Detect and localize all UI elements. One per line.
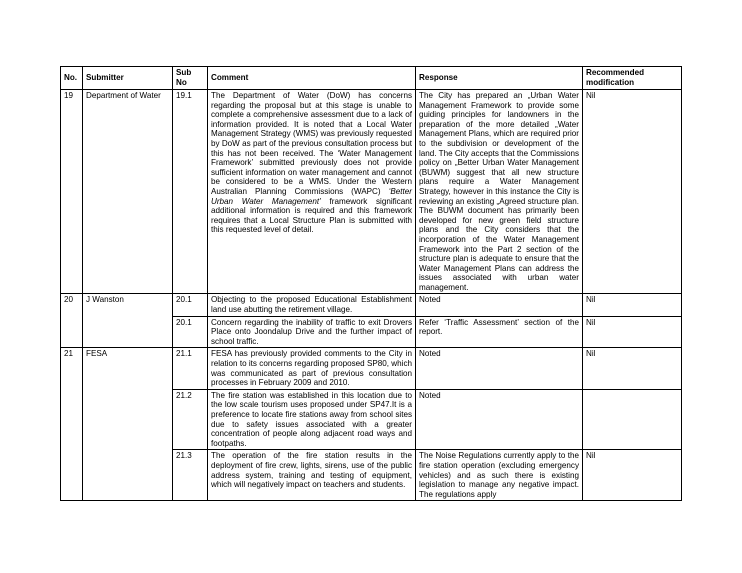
row-response: The City has prepared an „Urban Water Management Framework to provide some guiding principles for landowners in the preparation of the more detailed „Water Management Plans, which are required prior to the subdivision or development of the land. The City accepts that the Commissions policy on „Better Urban Water Management (BUWM) suggest that all new structure plans require a Water Management Strategy, however in this instance the City is reviewing an existing „Agreed structure plan. The BUWM document has primarily been developed for new green field structure plans and the City considers that the incorporation of the Water Management Framework into the Part 2 section of the structure plan is adequate to ensure that the Water Management Plans can address the issues associated with urban water management. bbox=[416, 90, 583, 294]
row-submitter-empty bbox=[83, 450, 173, 501]
row-sub-no: 21.2 bbox=[173, 389, 208, 450]
row-comment: The fire station was established in this location due to the low scale tourism uses proposed under SP47.It is a preference to locate fire stations away from school sites due to safety issues associated with a greater concentration of people along adjacent road ways and footpaths. bbox=[208, 389, 416, 450]
header-sub-no: Sub No bbox=[173, 67, 208, 90]
header-row bbox=[61, 67, 682, 90]
row-comment: FESA has previously provided comments to the City in relation to its concerns regarding proposed SP80, which was communicated as part of previous consultation processes in February 2009 and 2010. bbox=[208, 348, 416, 389]
header-recommended-modification: Recommended modification bbox=[583, 67, 682, 90]
row-response: Refer ‘Traffic Assessment’ section of the report. bbox=[416, 316, 583, 348]
row-recommended: Nil bbox=[583, 90, 682, 294]
header-comment: Comment bbox=[208, 67, 416, 90]
table-row bbox=[61, 90, 682, 294]
row-recommended: Nil bbox=[583, 450, 682, 501]
row-recommended bbox=[583, 389, 682, 450]
row-no: 20 bbox=[61, 294, 83, 316]
submissions-table bbox=[60, 66, 682, 501]
row-submitter-empty bbox=[83, 389, 173, 450]
row-response: Noted bbox=[416, 389, 583, 450]
comment-text: framework significant additional information is required and this framework requires that a Local Structure Plan is submitted with this requested level of detail. bbox=[211, 196, 412, 235]
row-comment: The operation of the fire station results in the deployment of fire crew, lights, sirens, use of the public address system, training and testing of equipment, which will negatively impact on teachers and students. bbox=[208, 450, 416, 501]
comment-text: The Department of Water (DoW) has concerns regarding the proposal but at this stage is unable to complete a comprehensive assessment due to a lack of information provided. It is noted that a Local Water Management Strategy (WMS) was previously requested by DoW as part of the previous consultation process but this has not been received. The ‘Water Management Framework’ submitted previously does not provide sufficient information on water management and cannot be considered to be a WMS. Under the Western Australian Planning Commissions (WAPC) bbox=[211, 91, 412, 196]
table-row bbox=[61, 450, 682, 501]
header-response: Response bbox=[416, 67, 583, 90]
row-sub-no: 20.1 bbox=[173, 316, 208, 348]
row-submitter: Department of Water bbox=[83, 90, 173, 294]
row-no-empty bbox=[61, 450, 83, 501]
row-sub-no: 19.1 bbox=[173, 90, 208, 294]
table-row bbox=[61, 348, 682, 389]
header-no: No. bbox=[61, 67, 83, 90]
row-response: Noted bbox=[416, 348, 583, 389]
row-sub-no: 21.3 bbox=[173, 450, 208, 501]
row-comment: Objecting to the proposed Educational Establishment land use abutting the retirement village. bbox=[208, 294, 416, 316]
row-recommended: Nil bbox=[583, 294, 682, 316]
row-submitter: J Wanston bbox=[83, 294, 173, 316]
comment-italic-text: ‘Better Urban Water Management’ bbox=[211, 186, 412, 206]
row-recommended: Nil bbox=[583, 316, 682, 348]
row-sub-no: 21.1 bbox=[173, 348, 208, 389]
table-row bbox=[61, 294, 682, 316]
header-submitter: Submitter bbox=[83, 67, 173, 90]
row-comment: Concern regarding the inability of traffic to exit Drovers Place onto Joondalup Drive and the further impact of school traffic. bbox=[208, 316, 416, 348]
row-submitter-empty bbox=[83, 316, 173, 348]
row-no-empty bbox=[61, 316, 83, 348]
row-comment bbox=[208, 90, 416, 294]
row-recommended: Nil bbox=[583, 348, 682, 389]
table-row bbox=[61, 316, 682, 348]
row-sub-no: 20.1 bbox=[173, 294, 208, 316]
table-row bbox=[61, 389, 682, 450]
row-response: Noted bbox=[416, 294, 583, 316]
row-no-empty bbox=[61, 389, 83, 450]
row-submitter: FESA bbox=[83, 348, 173, 389]
row-no: 19 bbox=[61, 90, 83, 294]
row-no: 21 bbox=[61, 348, 83, 389]
row-response: The Noise Regulations currently apply to the fire station operation (excluding emergency vehicles) and as such there is existing legislation to manage any negative impact. The regulations apply bbox=[416, 450, 583, 501]
